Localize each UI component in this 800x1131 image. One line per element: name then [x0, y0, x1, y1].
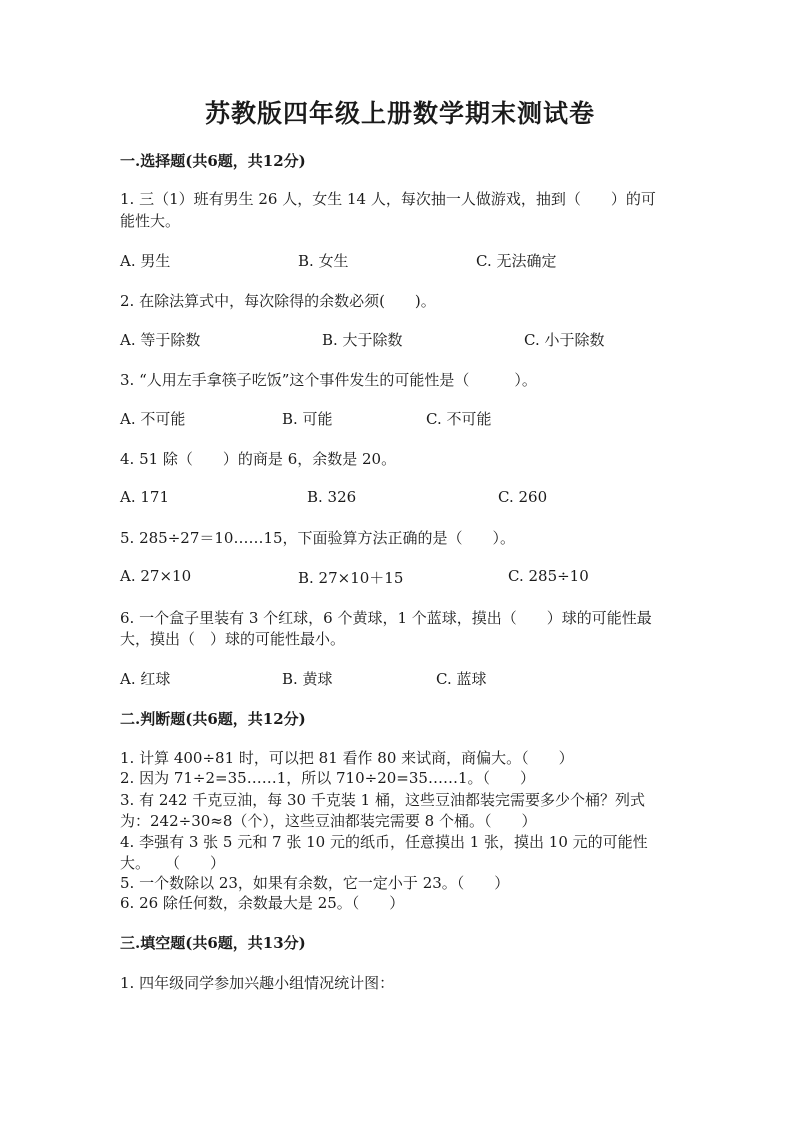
judge-line: 4. 李强有 3 张 5 元和 7 张 10 元的纸币，任意摸出 1 张，摸出 10 元的可能性: [120, 833, 648, 851]
question-line: 大，摸出（ ）球的可能性最小。: [120, 630, 346, 648]
judge-line: 2. 因为 71÷2=35……1，所以 710÷20=35……1。（ ）: [120, 769, 535, 787]
page-title: 苏教版四年级上册数学期末测试卷: [204, 99, 595, 128]
option-c: C. 不可能: [426, 410, 492, 428]
question-line: 5. 285÷27＝10……15，下面验算方法正确的是（ ）。: [120, 529, 516, 547]
section-heading-choice: 一.选择题(共6题，共12分): [120, 152, 306, 170]
judge-line: 为：242÷30≈8（个），这些豆油都装完需要 8 个桶。（ ）: [120, 812, 537, 830]
option-b: B. 大于除数: [322, 331, 403, 349]
option-c: C. 无法确定: [476, 252, 557, 270]
option-c: C. 蓝球: [436, 670, 487, 688]
judge-line: 1. 计算 400÷81 时，可以把 81 看作 80 来试商，商偏大。（ ）: [120, 749, 574, 767]
option-b: B. 27×10＋15: [298, 569, 404, 587]
question-line: 4. 51 除（ ）的商是 6，余数是 20。: [120, 450, 397, 468]
option-a: A. 红球: [120, 670, 171, 688]
judge-line: 3. 有 242 千克豆油，每 30 千克装 1 桶，这些豆油都装完需要多少个桶？列式: [120, 791, 645, 809]
option-a: A. 27×10: [120, 567, 192, 585]
option-a: A. 等于除数: [120, 331, 201, 349]
fill-line: 1. 四年级同学参加兴趣小组情况统计图：: [120, 974, 395, 992]
option-a: A. 171: [120, 488, 169, 506]
judge-line: 6. 26 除任何数，余数最大是 25。（ ）: [120, 894, 405, 912]
option-c: C. 260: [498, 488, 548, 506]
question-line: 6. 一个盒子里装有 3 个红球，6 个黄球，1 个蓝球，摸出（ ）球的可能性最: [120, 609, 652, 627]
option-b: B. 黄球: [282, 670, 333, 688]
section-heading-judge: 二.判断题(共6题，共12分): [120, 710, 306, 728]
option-b: B. 326: [307, 488, 357, 506]
judge-line: 大。 （ ）: [120, 854, 226, 872]
option-c: C. 285÷10: [508, 567, 589, 585]
option-b: B. 女生: [298, 252, 349, 270]
question-line: 1. 三（1）班有男生 26 人，女生 14 人，每次抽一人做游戏，抽到（ ）的可: [120, 190, 656, 208]
option-a: A. 不可能: [120, 410, 186, 428]
option-a: A. 男生: [120, 252, 171, 270]
option-c: C. 小于除数: [524, 331, 605, 349]
question-line: 2. 在除法算式中，每次除得的余数必须( )。: [120, 292, 436, 310]
judge-line: 5. 一个数除以 23，如果有余数，它一定小于 23。（ ）: [120, 874, 510, 892]
section-heading-fill: 三.填空题(共6题，共13分): [120, 934, 306, 952]
option-b: B. 可能: [282, 410, 333, 428]
question-line: 3. “人用左手拿筷子吃饭”这个事件发生的可能性是（ ）。: [120, 371, 537, 389]
question-line: 能性大。: [120, 212, 181, 230]
